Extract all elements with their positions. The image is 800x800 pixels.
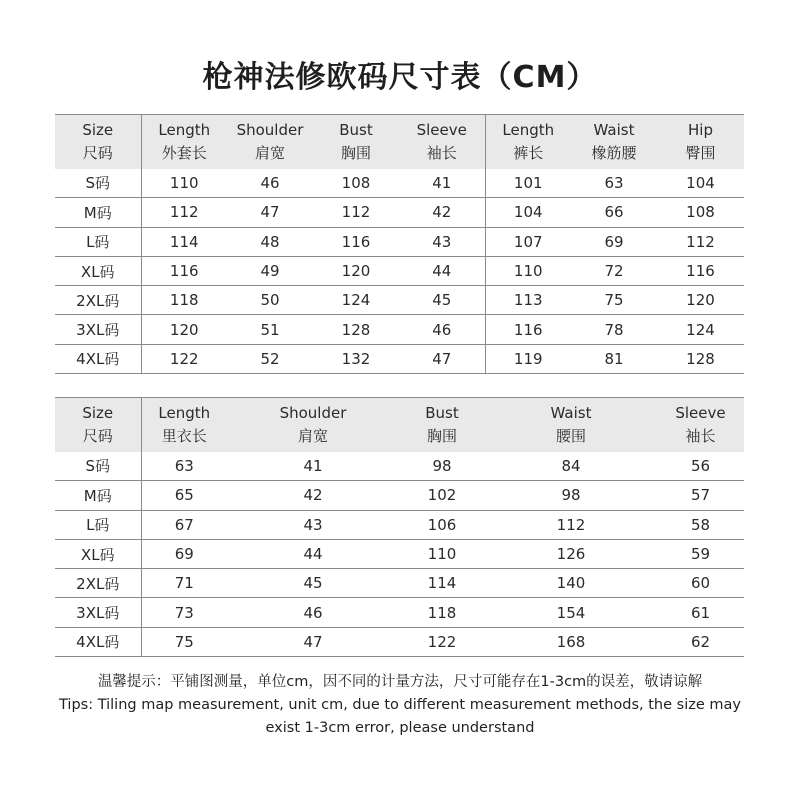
measurement-cell: 67 bbox=[141, 510, 227, 539]
column-header-en: Length bbox=[502, 120, 555, 139]
measurement-cell: 75 bbox=[571, 286, 657, 315]
column-header bbox=[657, 115, 744, 169]
table-row bbox=[55, 198, 744, 227]
table-row bbox=[55, 569, 744, 598]
column-header-en: Length bbox=[158, 403, 211, 422]
column-header bbox=[657, 398, 744, 452]
measurement-cell: 116 bbox=[657, 256, 744, 285]
size-label-cell: XL码 bbox=[55, 256, 141, 285]
measurement-cell: 46 bbox=[227, 598, 399, 627]
measurement-cell: 132 bbox=[313, 344, 399, 373]
size-label-cell: 2XL码 bbox=[55, 286, 141, 315]
measurement-cell: 49 bbox=[227, 256, 313, 285]
measurement-cell: 107 bbox=[485, 227, 571, 256]
table-row bbox=[55, 627, 744, 656]
measurement-cell: 44 bbox=[227, 539, 399, 568]
measurement-cell: 116 bbox=[313, 227, 399, 256]
column-header-zh: 肩宽 bbox=[254, 143, 285, 162]
size-label-cell: M码 bbox=[55, 198, 141, 227]
measurement-cell: 126 bbox=[485, 539, 657, 568]
measurement-cell: 62 bbox=[657, 627, 744, 656]
measurement-cell: 140 bbox=[485, 569, 657, 598]
measurement-cell: 41 bbox=[227, 452, 399, 481]
measurement-cell: 112 bbox=[313, 198, 399, 227]
measurement-cell: 51 bbox=[227, 315, 313, 344]
measurement-cell: 58 bbox=[657, 510, 744, 539]
measurement-cell: 119 bbox=[485, 344, 571, 373]
measurement-cell: 42 bbox=[227, 481, 399, 510]
measurement-cell: 120 bbox=[657, 286, 744, 315]
size-label-cell: L码 bbox=[55, 227, 141, 256]
measurement-cell: 71 bbox=[141, 569, 227, 598]
column-header bbox=[55, 115, 141, 169]
measurement-cell: 98 bbox=[485, 481, 657, 510]
measurement-cell: 118 bbox=[141, 286, 227, 315]
column-header bbox=[571, 115, 657, 169]
measurement-cell: 47 bbox=[227, 198, 313, 227]
column-header-zh: 外套长 bbox=[161, 143, 207, 162]
measurement-cell: 104 bbox=[485, 198, 571, 227]
page-title: 枪神法修欧码尺寸表（CM） bbox=[202, 60, 598, 95]
column-header-zh: 胸围 bbox=[426, 426, 457, 445]
measurement-cell: 108 bbox=[313, 169, 399, 198]
table-row bbox=[55, 452, 744, 481]
column-header bbox=[399, 115, 485, 169]
column-header-zh: 袖长 bbox=[426, 143, 457, 162]
measurement-cell: 45 bbox=[399, 286, 485, 315]
measurement-cell: 57 bbox=[657, 481, 744, 510]
column-header bbox=[485, 398, 657, 452]
measurement-cell: 81 bbox=[571, 344, 657, 373]
column-header-zh: 裤长 bbox=[513, 143, 544, 162]
measurement-cell: 46 bbox=[227, 169, 313, 198]
tips-chinese: 温馨提示：平铺图测量，单位cm，因不同的计量方法，尺寸可能存在1-3cm的误差，敬请谅解 bbox=[97, 674, 703, 690]
size-label-cell: 3XL码 bbox=[55, 315, 141, 344]
measurement-cell: 120 bbox=[141, 315, 227, 344]
measurement-cell: 63 bbox=[571, 169, 657, 198]
measurement-cell: 102 bbox=[399, 481, 485, 510]
column-header bbox=[399, 398, 485, 452]
column-header-en: Shoulder bbox=[279, 403, 347, 422]
measurement-cell: 114 bbox=[399, 569, 485, 598]
column-header-zh: 腰围 bbox=[555, 426, 586, 445]
column-header-en: Size bbox=[82, 403, 114, 422]
measurement-cell: 78 bbox=[571, 315, 657, 344]
size-table-inner-shirt bbox=[55, 397, 744, 657]
size-label-cell: S码 bbox=[55, 452, 141, 481]
size-label-cell: S码 bbox=[55, 169, 141, 198]
measurement-cell: 116 bbox=[141, 256, 227, 285]
table-row bbox=[55, 344, 744, 373]
measurement-cell: 114 bbox=[141, 227, 227, 256]
measurement-cell: 72 bbox=[571, 256, 657, 285]
measurement-cell: 106 bbox=[399, 510, 485, 539]
size-label-cell: XL码 bbox=[55, 539, 141, 568]
measurement-cell: 124 bbox=[657, 315, 744, 344]
size-label-cell: L码 bbox=[55, 510, 141, 539]
measurement-cell: 124 bbox=[313, 286, 399, 315]
measurement-cell: 45 bbox=[227, 569, 399, 598]
column-header-en: Size bbox=[82, 120, 114, 139]
table-row bbox=[55, 315, 744, 344]
column-header bbox=[313, 115, 399, 169]
size-label-cell: 3XL码 bbox=[55, 598, 141, 627]
column-header-zh: 臀围 bbox=[685, 143, 716, 162]
measurement-cell: 47 bbox=[399, 344, 485, 373]
measurement-cell: 63 bbox=[141, 452, 227, 481]
column-header-zh: 里衣长 bbox=[161, 426, 207, 445]
measurement-cell: 43 bbox=[227, 510, 399, 539]
measurement-cell: 112 bbox=[485, 510, 657, 539]
measurement-tips bbox=[0, 671, 800, 740]
column-header-en: Sleeve bbox=[416, 120, 467, 139]
measurement-cell: 69 bbox=[141, 539, 227, 568]
column-header bbox=[55, 398, 141, 452]
column-header bbox=[227, 115, 313, 169]
measurement-cell: 108 bbox=[657, 198, 744, 227]
size-label-cell: 2XL码 bbox=[55, 569, 141, 598]
table-row bbox=[55, 510, 744, 539]
column-header-zh: 袖长 bbox=[685, 426, 716, 445]
measurement-cell: 46 bbox=[399, 315, 485, 344]
measurement-cell: 65 bbox=[141, 481, 227, 510]
table-row bbox=[55, 539, 744, 568]
column-header-zh: 胸围 bbox=[340, 143, 371, 162]
table-header-row bbox=[55, 398, 744, 452]
measurement-cell: 110 bbox=[485, 256, 571, 285]
measurement-cell: 110 bbox=[399, 539, 485, 568]
table-row bbox=[55, 256, 744, 285]
measurement-cell: 118 bbox=[399, 598, 485, 627]
measurement-cell: 41 bbox=[399, 169, 485, 198]
measurement-cell: 66 bbox=[571, 198, 657, 227]
column-header-zh: 肩宽 bbox=[297, 426, 328, 445]
measurement-cell: 120 bbox=[313, 256, 399, 285]
column-header bbox=[227, 398, 399, 452]
measurement-cell: 110 bbox=[141, 169, 227, 198]
table-row bbox=[55, 481, 744, 510]
tips-english: Tips: Tiling map measurement, unit cm, due to different measurement methods, the size may exist 1-3cm error, please understand bbox=[59, 697, 741, 736]
column-header-en: Waist bbox=[550, 403, 592, 422]
column-header bbox=[141, 398, 227, 452]
column-header-en: Bust bbox=[425, 403, 459, 422]
column-header-en: Waist bbox=[593, 120, 635, 139]
table-row bbox=[55, 598, 744, 627]
size-label-cell: 4XL码 bbox=[55, 627, 141, 656]
measurement-cell: 112 bbox=[141, 198, 227, 227]
column-header-en: Sleeve bbox=[675, 403, 726, 422]
column-header bbox=[141, 115, 227, 169]
size-label-cell: 4XL码 bbox=[55, 344, 141, 373]
measurement-cell: 50 bbox=[227, 286, 313, 315]
measurement-cell: 48 bbox=[227, 227, 313, 256]
measurement-cell: 73 bbox=[141, 598, 227, 627]
measurement-cell: 98 bbox=[399, 452, 485, 481]
column-header-en: Shoulder bbox=[236, 120, 304, 139]
column-header-en: Length bbox=[158, 120, 211, 139]
measurement-cell: 84 bbox=[485, 452, 657, 481]
measurement-cell: 101 bbox=[485, 169, 571, 198]
measurement-cell: 56 bbox=[657, 452, 744, 481]
column-header-zh: 尺码 bbox=[82, 426, 113, 445]
size-label-cell: M码 bbox=[55, 481, 141, 510]
measurement-cell: 122 bbox=[141, 344, 227, 373]
measurement-cell: 60 bbox=[657, 569, 744, 598]
column-header-zh: 尺码 bbox=[82, 143, 113, 162]
measurement-cell: 69 bbox=[571, 227, 657, 256]
measurement-cell: 154 bbox=[485, 598, 657, 627]
table-row bbox=[55, 227, 744, 256]
measurement-cell: 43 bbox=[399, 227, 485, 256]
measurement-cell: 116 bbox=[485, 315, 571, 344]
measurement-cell: 47 bbox=[227, 627, 399, 656]
measurement-cell: 122 bbox=[399, 627, 485, 656]
measurement-cell: 59 bbox=[657, 539, 744, 568]
measurement-cell: 61 bbox=[657, 598, 744, 627]
measurement-cell: 52 bbox=[227, 344, 313, 373]
measurement-cell: 75 bbox=[141, 627, 227, 656]
column-header-zh: 橡筋腰 bbox=[591, 143, 637, 162]
size-table-jacket-pants bbox=[55, 114, 744, 374]
table-row bbox=[55, 286, 744, 315]
measurement-cell: 128 bbox=[657, 344, 744, 373]
measurement-cell: 128 bbox=[313, 315, 399, 344]
measurement-cell: 104 bbox=[657, 169, 744, 198]
measurement-cell: 168 bbox=[485, 627, 657, 656]
column-header-en: Hip bbox=[688, 120, 713, 139]
measurement-cell: 42 bbox=[399, 198, 485, 227]
column-header-en: Bust bbox=[339, 120, 373, 139]
measurement-cell: 44 bbox=[399, 256, 485, 285]
measurement-cell: 113 bbox=[485, 286, 571, 315]
measurement-cell: 112 bbox=[657, 227, 744, 256]
column-header bbox=[485, 115, 571, 169]
table-row bbox=[55, 169, 744, 198]
table-header-row bbox=[55, 115, 744, 169]
